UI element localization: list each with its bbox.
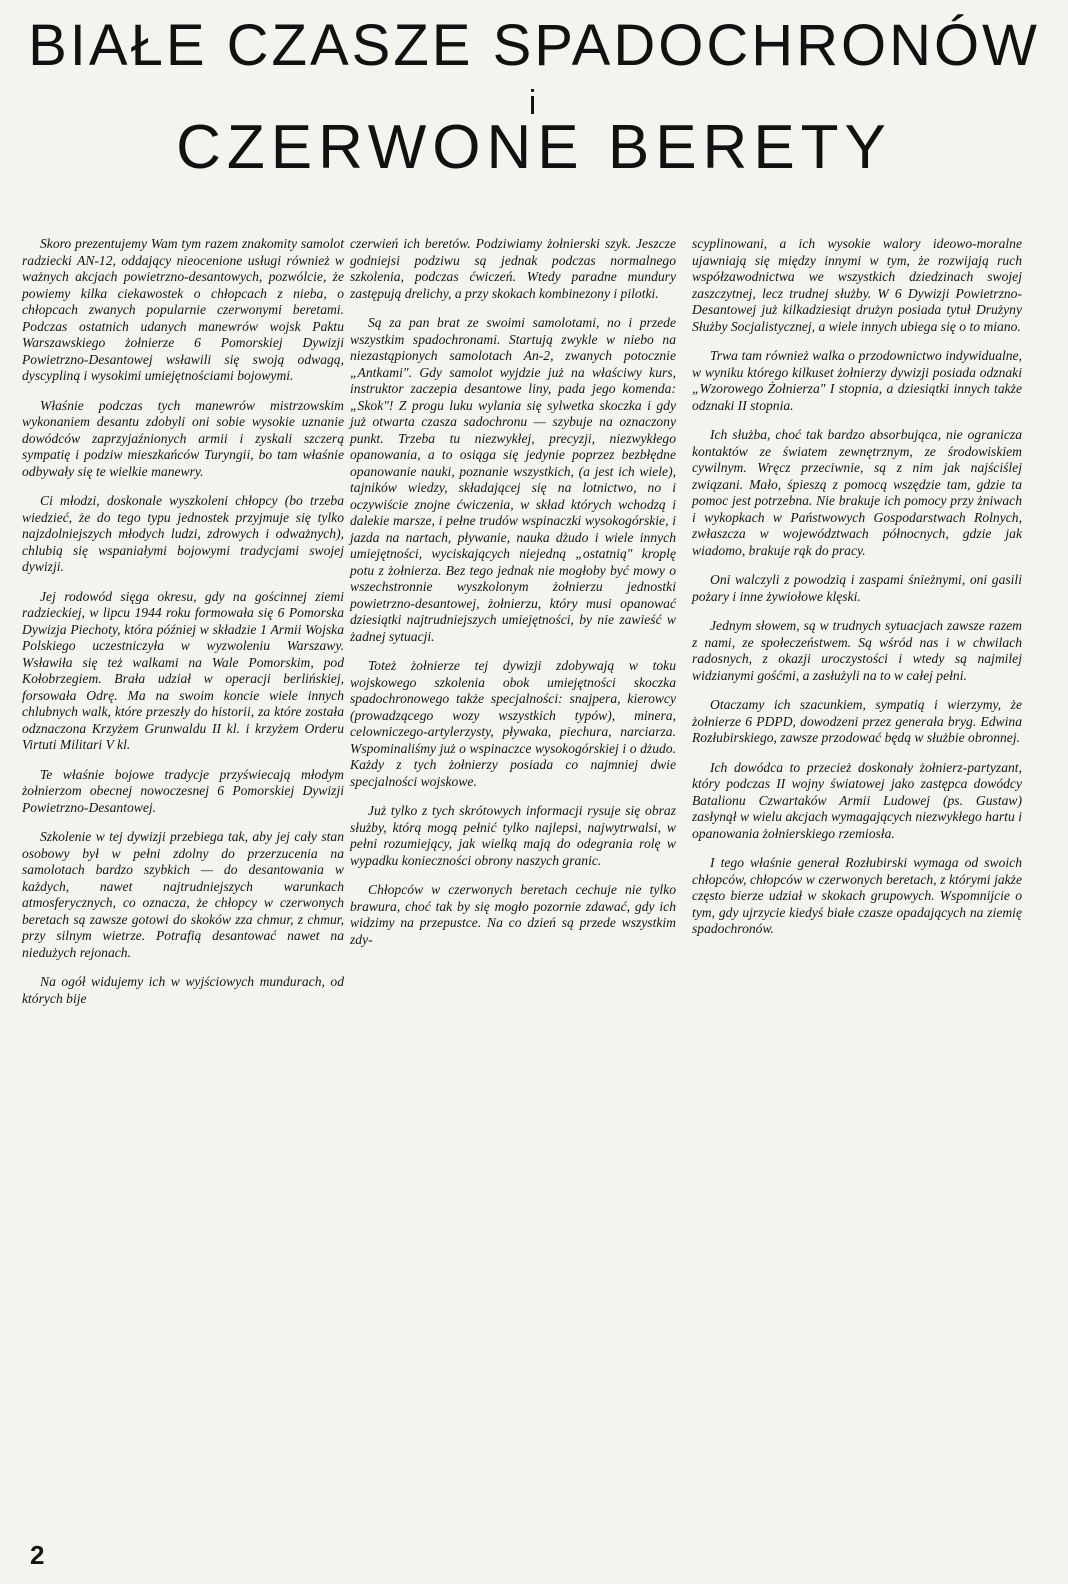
text-column-2 [350, 236, 676, 961]
paragraph: Otaczamy ich szacunkiem, sympatią i wierzymy, że żołnierze 6 PDPD, dowodzeni przez generała bryg. Edwina Rozłubirskiego, zawsze przodować będą w służbie obronnej. [692, 697, 1022, 745]
paragraph: Ci młodzi, doskonale wyszkoleni chłopcy (bo trzeba wiedzieć, że do tego typu jednostek przyjmuje się tylko najzdolniejszych młodych ludzi, zdrowych i odważnych), chlubią się wspaniałymi bojowymi tradycjami swojej dywizji. [22, 493, 344, 574]
paragraph: Szkolenie w tej dywizji przebiega tak, aby jej cały stan osobowy był w pełni zdolny do przerzucenia na samolotach bardzo szybkich — do desantowania w każdych, nawet najtrudniejszych warunkach atmosferycznych, co oznacza, że chłopcy w czerwonych beretach są zawsze gotowi do skoków zza chmur, z chmur, przy silnym wietrze. Potrafią desantować nawet na niedużych rejonach. [22, 829, 344, 960]
paragraph: Toteż żołnierze tej dywizji zdobywają w toku wojskowego szkolenia obok umiejętności skoczka spadochronowego także specjalności: snajpera, kierowcy (prowadzącego wozy wszystkich typów), minera, celowniczego-artylerzysty, pływaka, piechura, narciarza. Wspominaliśmy już o wspinaczce wysokogórskiej i o dżudo. Każdy z tych żołnierzy posiada co najmniej dwie specjalności wojskowe. [350, 658, 676, 789]
paragraph: Już tylko z tych skrótowych informacji rysuje się obraz służby, którą mogą pełnić tylko najlepsi, najwytrwalsi, w pełni rozumiejący, jak wielką mają do odegrania rolę w wypadku konieczności obrony naszych granic. [350, 803, 676, 868]
paragraph: Oni walczyli z powodzią i zaspami śnieżnymi, oni gasili pożary i inne żywiołowe klęski. [692, 572, 1022, 604]
text-column-3 [692, 236, 1022, 951]
paragraph: I tego właśnie generał Rozłubirski wymaga od swoich chłopców, chłopców w czerwonych beretach, z którymi jakże często bierze udział w skokach grupowych. Wspomnijcie o tym, gdy ujrzycie kiedyś białe czasze opadających na ziemię spadochronów. [692, 855, 1022, 936]
text-column-1 [22, 236, 344, 1020]
page-number: 2 [30, 1540, 45, 1570]
paragraph: Właśnie podczas tych manewrów mistrzowskim wykonaniem desantu zdobyli oni sobie wysokie uznanie dowódców zaprzyjaźnionych armii i zyskali szczerą sympatię i podziw mieszkańców Turyngii, bo tam właśnie odbywały się te wielkie manewry. [22, 397, 344, 479]
article-title-conjunction: i [528, 84, 540, 122]
paragraph: Chłopców w czerwonych beretach cechuje nie tylko brawura, choć tak by się mogło pozornie zdawać, gdy ich widzimy na przepustce. Na co dzień są przede wszystkim zdy- [350, 882, 676, 947]
paragraph: scyplinowani, a ich wysokie walory ideowo-moralne ujawniają się między innymi w tym, że rozwijają ruch współzawodnictwa we wszystkich dziedzinach swojej zaszczytnej, lecz trudnej służby. W 6 Dywizji Powietrzno-Desantowej już kilkadziesiąt drużyn posiada tytuł Drużyny Służby Socjalistycznej, a wiele innych ubiega się o to miano. [692, 236, 1022, 334]
paragraph: Ich dowódca to przecież doskonały żołnierz-partyzant, który podczas II wojny światowej jako zastępca dowódcy Batalionu Czwartaków Armii Ludowej (ps. Gustaw) zasłynął w wielu akcjach wymagających niezwykłego hartu i opanowania żołnierskiego rzemiosła. [692, 759, 1022, 841]
paragraph: Ich służba, choć tak bardzo absorbująca, nie ogranicza kontaktów ze światem zewnętrznym, ze środowiskiem cywilnym. Wręcz przeciwnie, są z nim jak najściślej związani. Mało, śpieszą z pomocą wszędzie tam, gdzie ta pomoc jest potrzebna. Nie brakuje ich pomocy przy żniwach i wykopkach w Państwowych Gospodarstwach Rolnych, zwłaszcza w województwach północnych, gdzie jak wiadomo, brakuje rąk do pracy. [692, 427, 1022, 558]
paragraph: czerwień ich beretów. Podziwiamy żołnierski szyk. Jeszcze godniejsi podziwu są jednak podczas normalnego szkolenia, podczas ćwiczeń. Wtedy paradne mundury zastępują drelichy, a przy skokach kombinezony i pilotki. [350, 236, 676, 301]
paragraph: Są za pan brat ze swoimi samolotami, no i przede wszystkim spadochronami. Startują zwykle w niebo na niezastąpionych samolotach An-2, zwanych potocznie „Antkami". Gdy samolot wyjdzie już na właściwy kurs, instruktor zaczepia desantowe liny, pada jego komenda: „Skok"! Z progu luku wylania się sylwetka skoczka i gdy już otwarta czasza sadochronu — szybuje na oznaczony punkt. Trzeba tu niezwykłej, precyzji, niezwykłego opanowania, a to osiąga się jedynie poprzez bezbłędne opanowanie nauki, poznanie wszystkich, (a jest ich wiele), tajników wiedzy, składającej się na lotnictwo, no i oczywiście znojne ćwiczenia, w skład których wchodzą i dalekie marsze, i pełne trudów wspinaczki wysokogórskie, i jazda na nartach, pływanie, nauka dżudo i wiele innych umiejętności, wyciskających niejedną „ostatnią" kroplę potu z żołnierza. Bez tego jednak nie mogłoby być mowy o wszechstronnie wyszkolonym żołnierzu jednostki powietrzno-desantowej, żołnierzu, który musi opanować dziesiątki najtrudniejszych umiejętności, by nie zawieść w żadnej sytuacji. [350, 315, 676, 644]
paragraph: Skoro prezentujemy Wam tym razem znakomity samolot radziecki AN-12, oddający nieocenione usługi również w ważnych akcjach powietrzno-desantowych, pozwólcie, że powiemy kilka ciekawostek o chłopcach z nieba, o chłopcach zwanych popularnie czerwonymi beretami. Podczas ostatnich udanych manewrów wojsk Paktu Warszawskiego żołnierze 6 Pomorskiej Dywizji Powietrzno-Desantowej wsławili się swoją odwagą, dyscypliną i wysokimi umiejętnościami bojowymi. [22, 236, 344, 383]
paragraph: Te właśnie bojowe tradycje przyświecają młodym żołnierzom obecnej nowoczesnej 6 Pomorskiej Dywizji Powietrzno-Desantowej. [22, 766, 344, 815]
paragraph: Jej rodowód sięga okresu, gdy na gościnnej ziemi radzieckiej, w lipcu 1944 roku formowała się 6 Pomorska Dywizja Piechoty, która później w składzie 1 Armii Wojska Polskiego uczestniczyła w wyzwoleniu Warszawy. Wsławiła się też walkami na Wale Pomorskim, pod Kołobrzegiem. Brała udział w operacji berlińskiej, forsowała Odrę. Ma na swoim koncie wiele innych chlubnych walk, które przeszły do historii, za które została odznaczona Krzyżem Grunwaldu II kl. i krzyżem Orderu Virtuti Militari V kl. [22, 588, 344, 752]
article-title-line2: CZERWONE BERETY [176, 113, 892, 182]
article-title-line1: BIAŁE CZASZE SPADOCHRONÓW [28, 13, 1040, 78]
paragraph: Na ogół widujemy ich w wyjściowych mundurach, od których bije [22, 974, 344, 1006]
paragraph: Trwa tam również walka o przodownictwo indywidualne, w wyniku którego kilkuset żołnierzy dywizji posiada odznaki „Wzorowego Żołnierza" I stopnia, a dziesiątki innych także odznaki II stopnia. [692, 348, 1022, 413]
paragraph: Jednym słowem, są w trudnych sytuacjach zawsze razem z nami, ze społeczeństwem. Są wśród nas i w chwilach radosnych, z okazji uroczystości i wtedy są najmilej widzianymi gośćmi, a zasłużyli na to w całej pełni. [692, 618, 1022, 683]
